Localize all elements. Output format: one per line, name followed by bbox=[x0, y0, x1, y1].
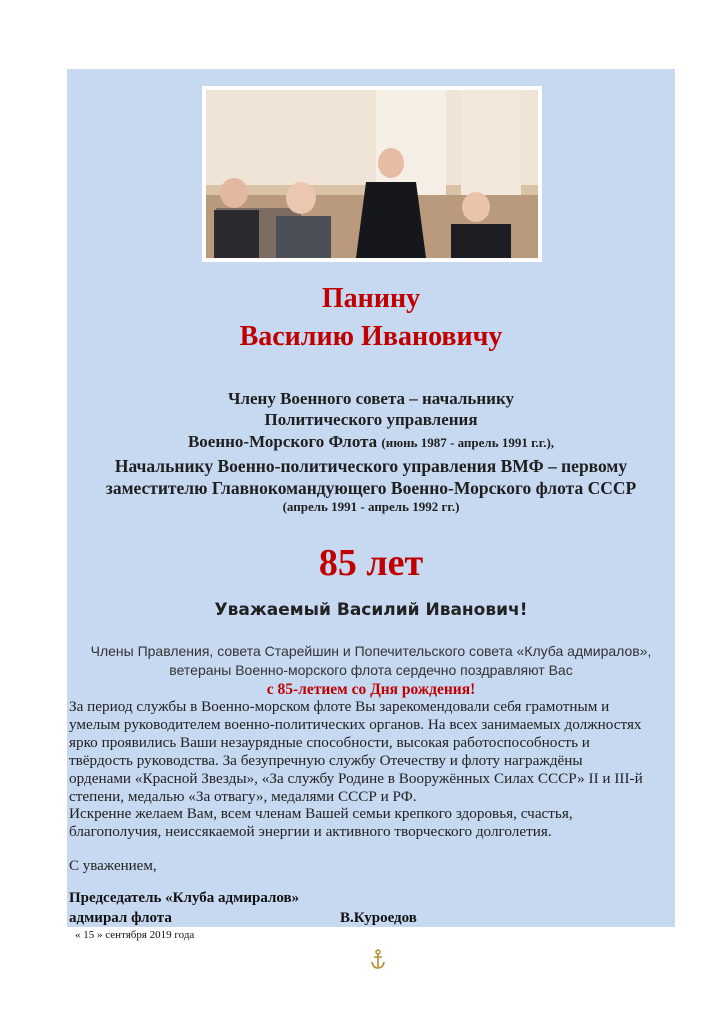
signer-name: В.Куроедов bbox=[340, 910, 417, 926]
position-line: заместителю Главнокомандующего Военно-Морского флота СССР bbox=[105, 478, 637, 498]
body-line: твёрдость руководства. За безупречную службу Отечеству и флоту награждёны bbox=[69, 751, 583, 769]
body-line: ярко проявились Ваши незаурядные способности, высокая работоспособность и bbox=[69, 733, 590, 751]
recipient-name: Василию Ивановичу bbox=[239, 321, 503, 352]
position-line bbox=[67, 432, 675, 452]
anchor-icon bbox=[370, 949, 386, 971]
body-line: умелым руководителем военно-политических органов. На всех занимаемых должностях bbox=[69, 715, 642, 733]
greeting: Уважаемый Василий Иванович! bbox=[214, 600, 528, 620]
signer-rank: адмирал флота bbox=[69, 910, 172, 926]
body-line: степени, медалью «За отвагу», медалями СССР и РФ. bbox=[69, 787, 417, 805]
signer-title: Председатель «Клуба адмиралов» bbox=[69, 890, 300, 906]
intro-line: Члены Правления, совета Старейшин и Попечительского совета «Клуба адмиралов», bbox=[90, 643, 652, 659]
recipient-surname: Панину bbox=[321, 283, 421, 314]
photo-image bbox=[206, 90, 538, 258]
position-line: Члену Военного совета – начальнику bbox=[227, 389, 515, 408]
position-text: Военно-Морского Флота bbox=[187, 432, 378, 451]
group-photo bbox=[202, 86, 542, 262]
body-line: Искренне желаем Вам, всем членам Вашей семьи крепкого здоровья, счастья, bbox=[69, 805, 573, 823]
body-text bbox=[69, 698, 675, 841]
body-line: благополучия, неиссякаемой энергии и активного творческого долголетия. bbox=[69, 823, 552, 841]
position-dates: (июнь 1987 - апрель 1991 г.г.), bbox=[381, 435, 555, 450]
birthday-line: с 85-летием со Дня рождения! bbox=[266, 681, 476, 698]
position-dates: (апрель 1991 - апрель 1992 гг.) bbox=[282, 499, 460, 514]
intro-line: ветераны Военно-морского флота сердечно поздравляют Вас bbox=[169, 662, 573, 678]
age-heading: 85 лет bbox=[318, 542, 424, 584]
document-date: « 15 » сентября 2019 года bbox=[75, 929, 195, 941]
body-line: За период службы в Военно-морском флоте Вы зарекомендовали себя грамотным и bbox=[69, 698, 610, 715]
position-line: Начальнику Военно-политического управления ВМФ – первому bbox=[114, 456, 628, 476]
closing-regards: С уважением, bbox=[69, 858, 157, 874]
body-line: орденами «Красной Звезды», «За службу Родине в Вооружённых Силах СССР» II и III-й bbox=[69, 769, 643, 787]
position-line: Политического управления bbox=[264, 410, 478, 429]
